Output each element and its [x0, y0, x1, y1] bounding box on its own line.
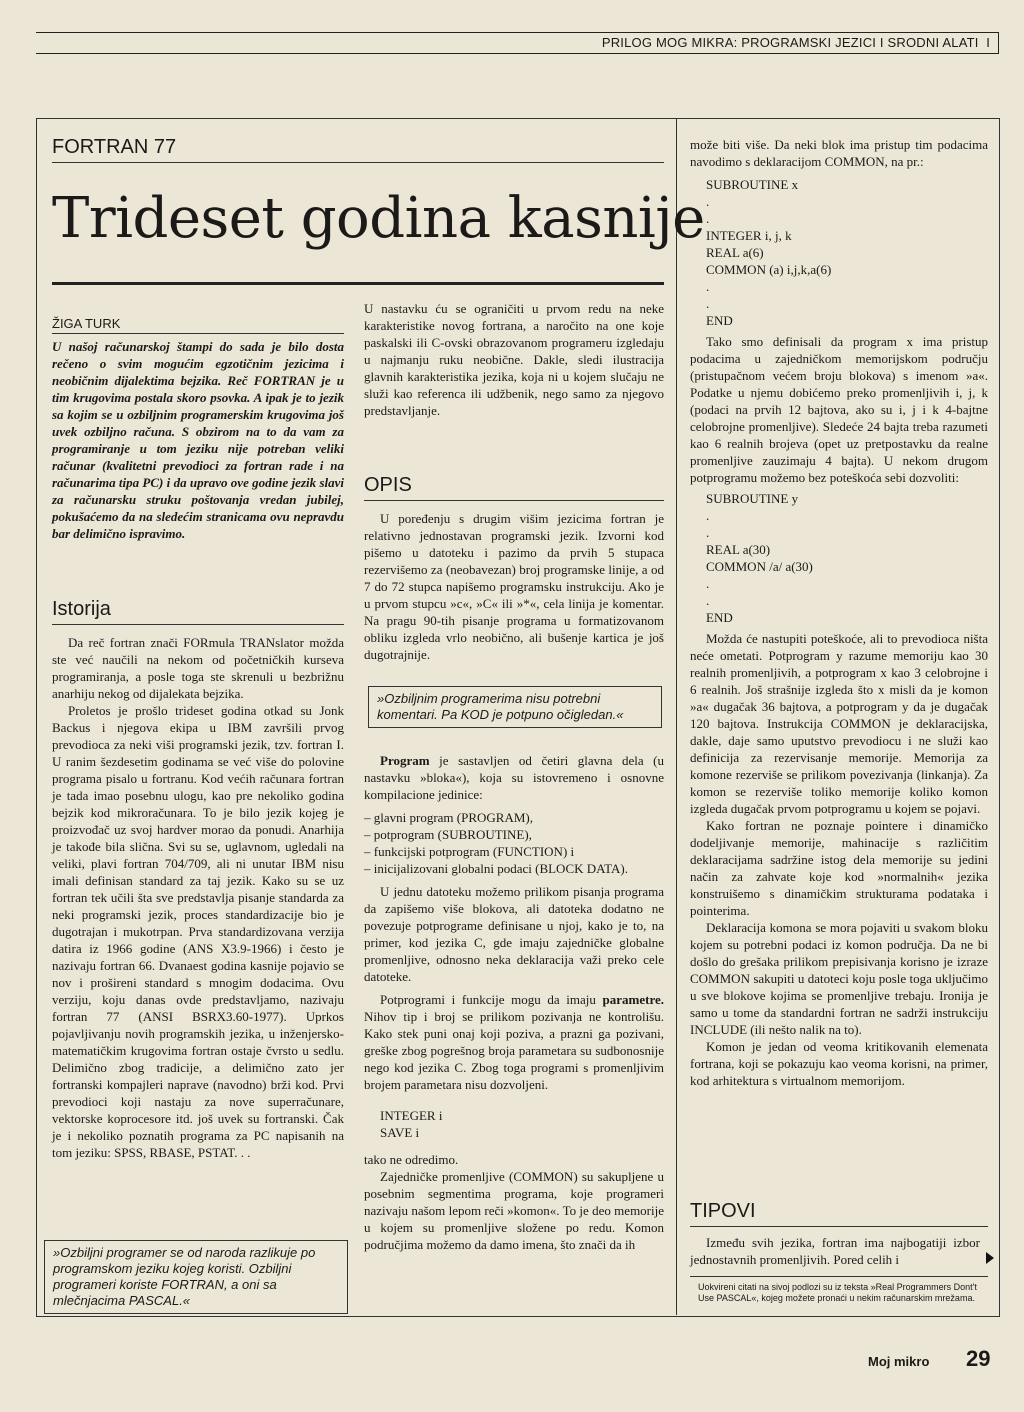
opis-heading: OPIS — [364, 474, 412, 496]
article-lead: U našoj računarskoj štampi do sada je bilo dosta rečeno o svim mogućim egzotičnim jezicima i neobičnim dijalektima bejzika. Reč FORTRAN je u tim krugovima postala skoro psovka. A ipak je to jezik sa kojim se u ozbiljnim programerskim krugovima još uvek ozbiljno računa. S obzirom na to da vam za programiranje u tom jeziku nije potreban veliki računar (kvalitetni prevodioci za fortran rade i na računarima tipa PC) i da upravo ove godine jezik slavi za računarsku struku poštovanja vredan jubilej, pokušaćemo da na sledećim stranicama ovu nepravdu bar delimično ispravimo. — [52, 339, 344, 541]
footnote: Uokvireni citati na sivoj podlozi su iz teksta »Real Programmers Dont't Use PASCAL«, kojeg možete pronaći u nekim računarskim mrežama. — [698, 1282, 977, 1303]
include-paragraph: Deklaracija komona se mora pojaviti u svakom bloku kojem su potrebni podaci iz komon područja. Da ne bi došlo do grešaka prilikom prepisivanja korisno je izraze COMMON sakupiti u datoteci koju posle toga uključimo u sve blokove kojima se promenljive trebaju. Ironija je samo u tome da standardni fortran ne sadrži instrukciju INCLUDE (ili nešto nalik na to). — [690, 920, 988, 1037]
column-2-intro — [364, 300, 664, 419]
code-save: INTEGER i SAVE i — [380, 1108, 443, 1140]
code-subroutine-y: SUBROUTINE y . . REAL a(30) COMMON /a/ a(30) . . END — [706, 491, 813, 625]
common-problems: Možda će nastupiti poteškoće, ali to prevodioca ništa neće ometati. Potprogram y razume memoriju kao 30 realnih promenljivih, a potprogram x kao 3 celobrojne i 6 realnih. Još strašnije izgleda što x misli da je komon »a« dugačak 36 bajtova, a potprogram y da je dugačak 120 bajtova. Instrukcija COMMON je deklaracijska, dakle, daje samo uputstvo prevodiocu i ne služi kao definicija za rezervisanje memorije. Memorija za komone rezerviše se prilikom povezivanja (linkanja). Za komon se rezerviše toliko memorije koliko komon izgleda dugačak prvom potprogramu u kojem se pojavi. — [690, 631, 988, 816]
parameters-term: parametre. — [602, 992, 664, 1007]
parameters-paragraph: Potprogrami i funkcije mogu da imaju parametre. Nihov tip i broj se prilikom pozivanja ne kontrolišu. Kako stek puni onaj koji poziva, a prazni ga pozivani, greške zbog pogrešnog broja parametara su sudbonosnije nego kod jezika C. Zbog toga programi s promenljivim brojem parametara nisu dozvoljeni. — [364, 992, 664, 1092]
opis-paragraph: U poređenju s drugim višim jezicima fortran je relativno jednostavan programski jezik. Izvorni kod pišemo u datoteku i pazimo da prvih 5 stupaca rezervišemo za (neobavezan) broj programske linije, a od 7 do 72 stupca napišemo programsku instrukciju. Ako je u prvom stupcu »c«, »C« ili »*«, cela linija je komentar. Na pragu 90-tih pisanje programa u formatizovanom obliku izgleda vrlo neobično, ali bušenje kartica je još dugotrajnije. — [364, 511, 664, 662]
istorija-body — [52, 634, 344, 1161]
block-list — [364, 809, 664, 877]
tipovi-rule — [690, 1226, 988, 1227]
pull-quote-2: »Ozbiljnim programerima nisu potrebni komentari. Pa KOD je potpuno očigledan.« — [368, 686, 662, 728]
pull-quote-1: »Ozbiljni programer se od naroda razlikuje po programskom jeziku kojeg koristi. Ozbiljni programeri koriste FORTRAN, a oni sa mlečnjacima PASCAL.« — [44, 1240, 348, 1314]
footnote-rule — [690, 1276, 988, 1277]
opis-rule — [364, 500, 664, 501]
istorija-paragraph: Da reč fortran znači FORmula TRANslator možda ste već naučili na nekom od početničkih kurseva programiranja, a posle toga ste skrenuli u bezbrižnu anarhiju nekog od dijalekata bejzika. — [52, 635, 344, 701]
author-byline: ŽIGA TURK — [52, 316, 121, 331]
list-item: – inicijalizovani globalni podaci (BLOCK DATA). — [364, 861, 628, 876]
column-2-body — [364, 752, 664, 1253]
list-item: – potprogram (SUBROUTINE), — [364, 827, 532, 842]
save-paragraph: tako ne odredimo. — [364, 1152, 459, 1167]
code-subroutine-x: SUBROUTINE x . . INTEGER i, j, k REAL a(6) COMMON (a) i,j,k,a(6) . . END — [706, 177, 832, 328]
virtual-memory-paragraph: Komon je jedan od veoma kritikovanih elemenata fortrana, koji se pokazuju kao veoma korisni, na primer, kod arhitektura s virtualnom memorijom. — [690, 1039, 988, 1088]
intro-paragraph: U nastavku ću se ograničiti u prvom redu na neke karakteristike novog fortrana, a naročito na one koje paskalski ili C-ovski obrazovanom programeru izgledaju u najmanju ruku neobične. Dakle, sledi ilustracija glavnih karakteristika jezika, koja ni u kojem slučaju ne služi kao referenca ili udžbenik, nego samo za njegovo predstavljanje. — [364, 301, 664, 418]
istorija-paragraph: Proletos je prošlo trideset godina otkad su Jonk Backus i njegova ekipa u IBM završili prvog prevodioca za neki viši programski jezik, tzv. fortran I. U ranim šezdesetim godinama se već više do polovine programa pisalo u fortranu. Kod većih računara fortran je tada imao posebnu ulogu, kao pre nekoliko godina bejzik kod mikroračunara. To je bilo jezik kojeg je proizvođač uz svoj hardver morao da ponudi. Anarhija je takođe bila slična. Svi su se, uglavnom, ugledali na veliki, plavi fortran 704/709, ali ni unutar IBM nisu imali definisan standard za taj jezik. Kako su se uz fortran tek učili šta sve predstavlja pisanje standarda za neki programski jezik, proces standardizacije bio je dugotrajan i mukotrpan. Prva standardizovana verzija datira iz 1966 godine (ANS X3.9-1966) i često je nazivaju fortran 66. Dvanaest godina kasnije pojavio se nov i prošireni standard s mnogim dodacima. Ovu verziju, koju danas ovde predstavljamo, nazivaju fortran 77 (ANSI BSRX3.60-1977). Uprkos pojavljivanju novih programskih jezika, u inženjersko-matematičkim krugovima fortran ostaje čvrsto u sedlu. Delimično zbog tradicije, a delimično zato jer fortranski kompajleri naprave (navodno) brži kod. Prvi prevodioci koji nastaju za nove superračunare, vektorske koprocesore itd. još uvek su fortranski. Čak je i nekoliko poznatih programa za PC napisanih na tom jeziku: SPSS, RBASE, PSTAT. . . — [52, 703, 344, 1160]
section-rule — [52, 162, 664, 163]
column-3-body — [690, 136, 988, 1089]
running-title: PRILOG MOG MIKRA: PROGRAMSKI JEZICI I SRODNI ALATI I — [601, 35, 990, 50]
page-number: 29 — [966, 1346, 991, 1371]
istorija-rule — [52, 624, 344, 625]
byline-rule — [52, 333, 344, 334]
pointers-paragraph: Kako fortran ne poznaje pointere i dinamičko dodeljivanje memorije, mahinacije s različitim deklaracijama sadržine istog dela memorije su jedini način za zahvate koje kod »normalnih« jezika konstruišemo s dinamičkim strukturama podataka i pointerima. — [690, 818, 988, 918]
opis-body — [364, 510, 664, 663]
title-rule — [52, 282, 664, 285]
tipovi-body — [690, 1234, 980, 1268]
istorija-heading: Istorija — [52, 598, 111, 620]
tipovi-heading: TIPOVI — [690, 1200, 756, 1222]
column-divider-right — [676, 118, 677, 1315]
program-term: Program — [380, 753, 430, 768]
common-paragraph: Zajedničke promenljive (COMMON) su sakupljene u posebnim segmentima programa, koje programeri nazivaju našom lepom reči »komon«. To je deo memorije u kojem su promenljive složene po redu. Komon područjima možemo da damo imena, što znači da ih — [364, 1169, 664, 1252]
tipovi-paragraph: Između svih jezika, fortran ima najbogatiji izbor jednostavnih promenljivih. Pored celih i — [690, 1235, 980, 1267]
list-item: – glavni program (PROGRAM), — [364, 810, 533, 825]
program-paragraph: Program je sastavljen od četiri glavna dela (u nastavku »bloka«), koja su istovremeno i osnovne kompilacione jedinice: — [364, 753, 664, 802]
file-paragraph: U jednu datoteku možemo prilikom pisanja programa da zapišemo više blokova, ali datoteka dodatno ne povezuje potprograme definisane u njoj, kako je to, na primer, kod jezika C, gde imaju zajedničke globalne promenljive, odnosno neka deklaracija važi preko cele datoteke. — [364, 884, 664, 984]
common-explanation: Tako smo definisali da program x ima pristup podacima u zajedničkom memorijskom području (pristupačnom većem broju blokova) s imenom »a«. Podatke u njemu dobićemo preko promenljivih i, j, k (podaci na prvih 12 bajtova, ako su i, j i k 4-bajtne celobrojne promenljive). Sledeće 24 bajta treba razumeti kao 6 realnih brojeva (opet uz pretpostavku da realne promenljive zauzimaju 4 bajta). U nekom drugom potprogramu možemo bez poteškoća sebi dozvoliti: — [690, 334, 988, 485]
continue-arrow-icon — [986, 1252, 994, 1264]
magazine-name: Moj mikro — [868, 1354, 930, 1369]
article-title: Trideset godina kasnije — [52, 186, 705, 251]
common-continued: može biti više. Da neki blok ima pristup tim podacima navodimo s deklaracijom COMMON, na pr.: — [690, 137, 988, 169]
section-label: FORTRAN 77 — [52, 136, 177, 158]
page-marker: I — [986, 35, 990, 50]
list-item: – funkcijski potprogram (FUNCTION) i — [364, 844, 575, 859]
running-header — [36, 32, 999, 54]
